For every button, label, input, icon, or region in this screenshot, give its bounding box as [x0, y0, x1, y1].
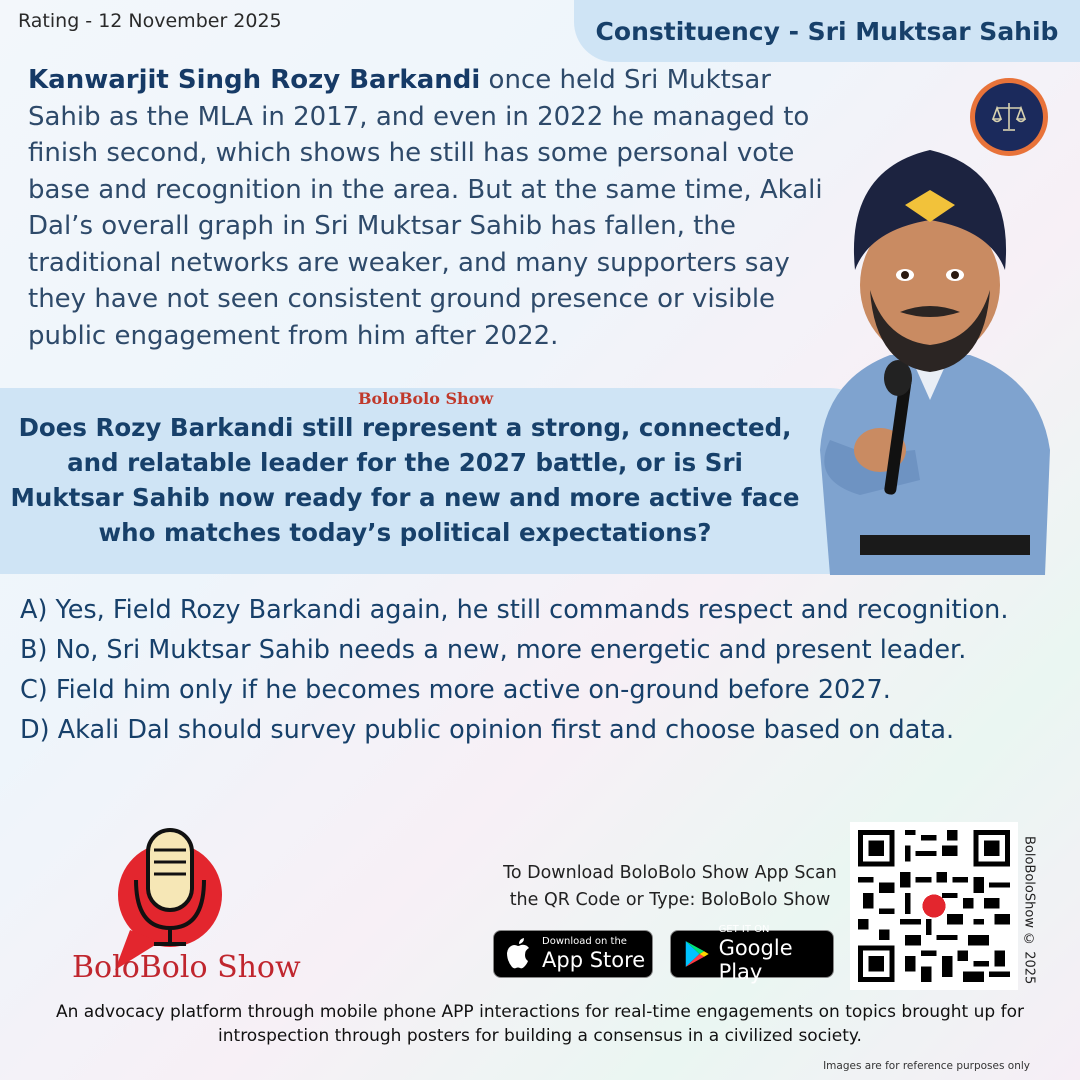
google-play-small-label: GET IT ON: [718, 924, 770, 935]
qr-code[interactable]: [850, 822, 1018, 990]
download-line-1: To Download BoloBolo Show App Scan: [503, 863, 837, 883]
app-store-label: App Store: [542, 948, 646, 972]
download-line-2: the QR Code or Type: BoloBolo Show: [509, 890, 831, 910]
option-d: D) Akali Dal should survey public opinion first and choose based on data.: [20, 715, 955, 745]
poster-date: Rating - 12 November 2025: [18, 10, 282, 32]
google-play-label: Google Play: [718, 936, 793, 984]
copyright-text: BoloBoloShow © 2025: [1021, 835, 1037, 985]
qr-code-icon: [858, 830, 1010, 982]
download-instructions: [490, 860, 850, 914]
option-b: B) No, Sri Muktsar Sahib needs a new, more energetic and present leader.: [20, 635, 967, 665]
caricature-illustration: [800, 150, 1062, 575]
watermark-text: BoloBolo Show: [358, 389, 494, 408]
option-a: A) Yes, Field Rozy Barkandi again, he still commands respect and recognition.: [20, 595, 1009, 625]
scales-icon: [989, 97, 1029, 137]
google-play-button[interactable]: [670, 924, 834, 984]
google-play-icon: [683, 938, 711, 970]
apple-icon: [504, 937, 534, 971]
answer-options: [20, 590, 1070, 750]
constituency-banner: Constituency - Sri Muktsar Sahib: [574, 0, 1080, 62]
intro-paragraph: [28, 62, 840, 354]
candidate-name: Kanwarjit Singh Rozy Barkandi: [28, 65, 481, 95]
scales-emblem: [970, 78, 1048, 156]
brand-logo-text: BoloBolo Show: [72, 950, 301, 985]
footer-tagline: An advocacy platform through mobile phone APP interactions for real-time engagements on topics brought up for introspection through posters for building a consensus in a civilized society.: [56, 1002, 1024, 1046]
app-store-small-label: Download on the: [542, 936, 627, 947]
poll-question: Does Rozy Barkandi still represent a strong, connected, and relatable leader for the 2027 battle, or is Sri Muktsar Sahib now ready for a new and more active face who matches today’s political expectations?: [10, 413, 800, 547]
disclaimer-text: Images are for reference purposes only: [823, 1060, 1030, 1072]
option-c: C) Field him only if he becomes more active on-ground before 2027.: [20, 675, 891, 705]
app-store-button[interactable]: [493, 930, 653, 978]
intro-text: once held Sri Muktsar Sahib as the MLA in 2017, and even in 2022 he managed to finish second, which shows he still has some personal vote base and recognition in the area. But at the same time, Akali Dal’s overall graph in Sri Muktsar Sahib has fallen, the traditional networks are weaker, and many supporters say they have not seen consistent ground presence or visible public engagement from him after 2022.: [28, 65, 823, 351]
